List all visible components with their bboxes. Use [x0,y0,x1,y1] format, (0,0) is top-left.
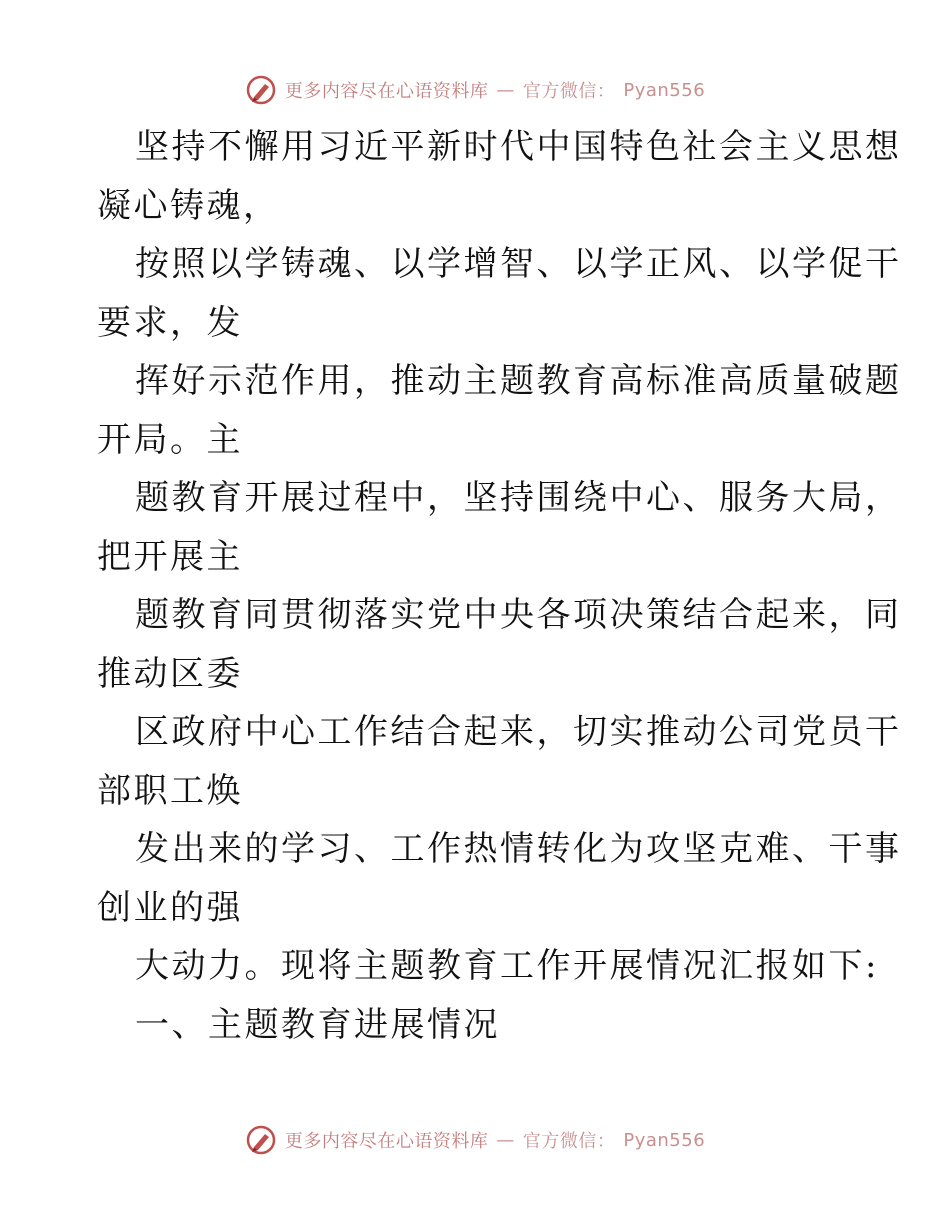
body-line: 要求，发 [97,302,243,343]
body-line: 区政府中心工作结合起来，切实推动公司党员干 [135,712,902,752]
pen-logo-icon [245,1124,277,1156]
watermark-wechat-id: Pyan556 [623,1129,706,1151]
body-line: 部职工焕 [97,770,243,811]
watermark-separator: — [496,79,515,101]
section-heading: 一、主题教育进展情况 [135,1004,500,1045]
body-line: 坚持不懈用习近平新时代中国特色社会主义思想 [135,127,902,167]
watermark-separator: — [496,1129,515,1151]
body-line: 发出来的学习、工作热情转化为攻坚克难、干事 [135,829,902,869]
footer-watermark [0,1120,950,1160]
watermark-wechat-label: 官方微信： [522,81,616,102]
body-line: 挥好示范作用，推动主题教育高标准高质量破题 [135,361,902,401]
watermark-wechat-label: 官方微信： [522,1131,616,1152]
pen-logo-icon [245,74,277,106]
body-line: 创业的强 [97,887,243,928]
body-line: 凝心铸魂， [97,185,280,226]
watermark-wechat-id: Pyan556 [623,79,706,101]
watermark-text: 更多内容尽在心语资料库 [284,1131,489,1152]
body-line: 题教育同贯彻落实党中央各项决策结合起来，同 [135,595,902,635]
body-line: 把开展主 [97,536,243,577]
body-line: 题教育开展过程中，坚持围绕中心、服务大局， [135,478,902,518]
document-body [97,118,902,1054]
body-line: 推动区委 [97,653,243,694]
watermark-text: 更多内容尽在心语资料库 [284,81,489,102]
body-line: 开局。主 [97,419,243,460]
body-line: 大动力。现将主题教育工作开展情况汇报如下: [135,946,879,986]
header-watermark [0,70,950,110]
body-line: 按照以学铸魂、以学增智、以学正风、以学促干 [135,244,902,284]
